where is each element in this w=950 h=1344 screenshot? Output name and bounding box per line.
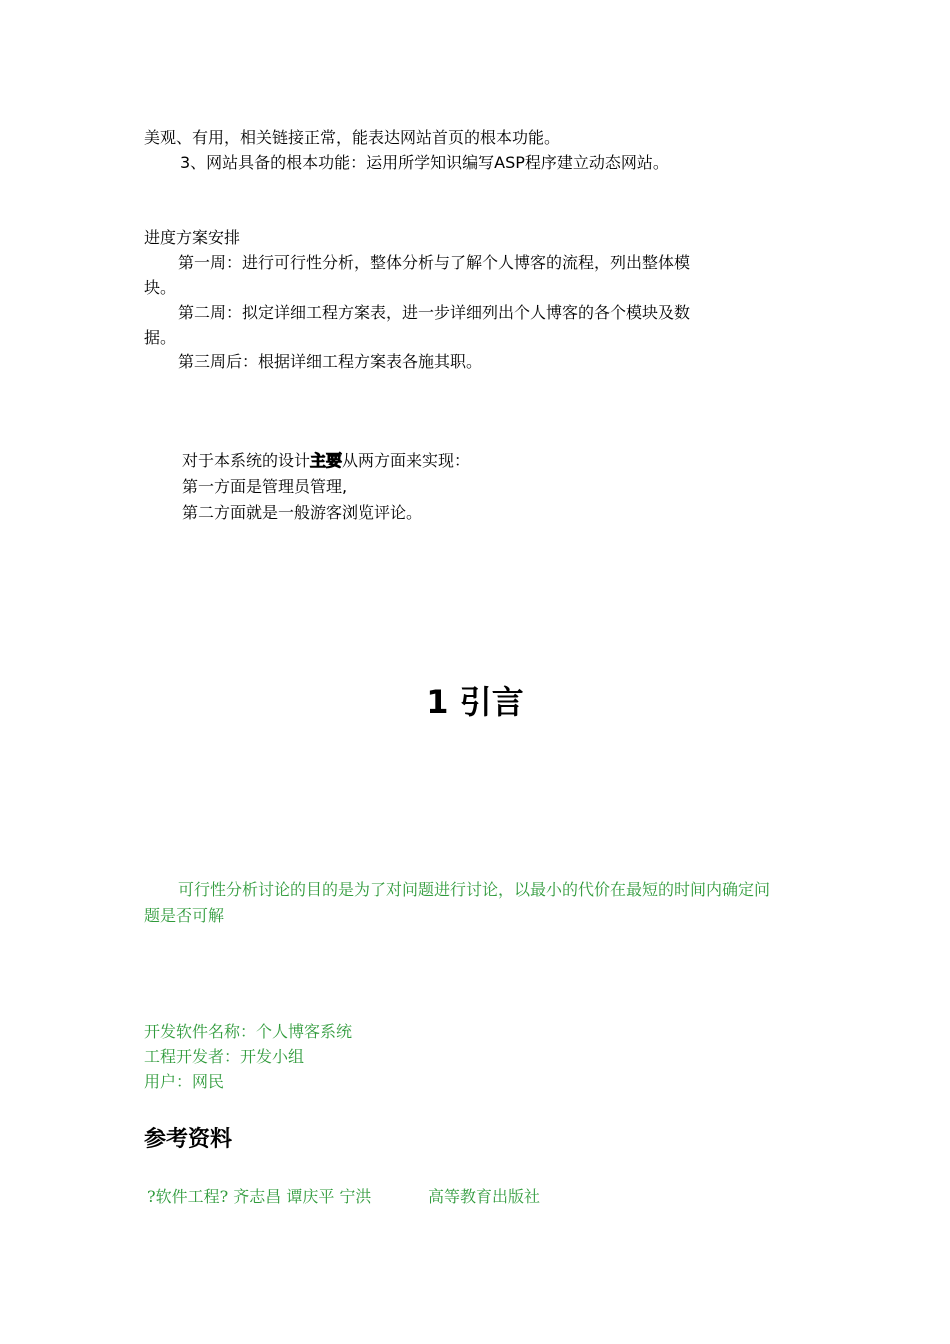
references-title: 参考资料	[144, 1127, 233, 1152]
schedule-week1-line2: 块。	[144, 278, 177, 297]
design-intro-emphasis: 主要	[310, 451, 343, 470]
users: 用户：网民	[144, 1072, 225, 1091]
design-intro-suffix: 从两方面来实现：	[342, 451, 471, 470]
design-intro	[182, 451, 470, 471]
schedule-week1-line1: 第一周：进行可行性分析，整体分析与了解个人博客的流程，列出整体模	[178, 253, 691, 272]
function-line: 3、网站具备的根本功能：运用所学知识编写ASP程序建立动态网站。	[180, 153, 669, 172]
schedule-title: 进度方案安排	[144, 228, 241, 247]
chapter-title: 1 引言	[426, 683, 524, 721]
purpose-line1: 可行性分析讨论的目的是为了对问题进行讨论，以最小的代价在最短的时间内确定问	[178, 880, 771, 899]
schedule-week2-line1: 第二周：拟定详细工程方案表，进一步详细列出个人博客的各个模块及数	[178, 303, 691, 322]
developer: 工程开发者：开发小组	[144, 1047, 305, 1066]
design-intro-prefix: 对于本系统的设计	[182, 451, 311, 470]
software-name: 开发软件名称：个人博客系统	[144, 1022, 353, 1041]
top-line: 美观、有用，相关链接正常，能表达网站首页的根本功能。	[144, 128, 561, 147]
design-aspect-1: 第一方面是管理员管理,	[182, 477, 348, 496]
schedule-week2-line2: 据。	[144, 328, 177, 347]
purpose-line2: 题是否可解	[144, 906, 225, 925]
reference-book: ?软件工程? 齐志昌 谭庆平 宁洪	[147, 1187, 372, 1206]
design-aspect-2: 第二方面就是一般游客浏览评论。	[182, 503, 423, 522]
reference-publisher: 高等教育出版社	[428, 1187, 541, 1206]
schedule-week3: 第三周后：根据详细工程方案表各施其职。	[178, 352, 483, 371]
